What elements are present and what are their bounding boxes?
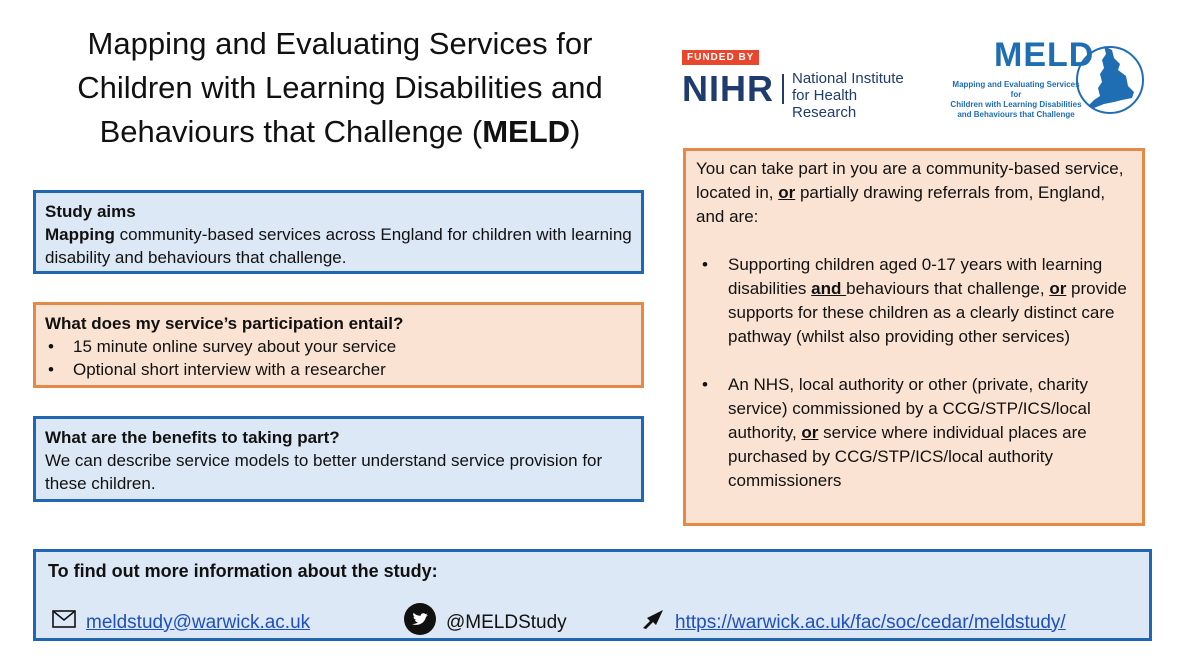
- twitter-handle[interactable]: @MELDStudy: [446, 611, 567, 633]
- website-row: [641, 610, 1066, 634]
- nihr-divider: [782, 74, 784, 104]
- title-line-3: [40, 110, 640, 154]
- participation-list: [45, 335, 632, 381]
- meld-logo-subtitle: [946, 80, 1086, 120]
- item1-a: Supporting children aged 0-17 years with learning disabilities: [728, 255, 1103, 298]
- meld-logo: [942, 36, 1152, 120]
- nihr-logo: [682, 50, 922, 121]
- study-aims-bold-word: Mapping: [45, 225, 115, 244]
- arrow-icon: [641, 608, 665, 636]
- meld-sub-line-2: Children with Learning Disabilities: [950, 100, 1082, 109]
- eligibility-intro-b: partially drawing referrals from, England, and are:: [696, 183, 1106, 226]
- participation-box: [33, 302, 644, 388]
- meld-sub-line-1: Mapping and Evaluating Services for: [952, 80, 1080, 99]
- item1-b: behaviours that challenge,: [846, 279, 1050, 298]
- twitter-icon: [404, 603, 436, 641]
- meld-sub-line-3: and Behaviours that Challenge: [957, 110, 1075, 119]
- page-title: [40, 22, 640, 154]
- title-line-1: Mapping and Evaluating Services for: [87, 26, 593, 61]
- item1-c: provide supports for these children as a clearly distinct care pathway (whilst also providing other services): [728, 279, 1127, 346]
- list-item: • 15 minute online survey about your service: [45, 335, 632, 358]
- england-map-icon: [1074, 40, 1146, 118]
- eligibility-box: [683, 148, 1145, 526]
- email-link[interactable]: meldstudy@warwick.ac.uk: [86, 611, 311, 633]
- mail-icon: [52, 610, 76, 634]
- item2-or: or: [801, 423, 819, 442]
- contact-box: [33, 549, 1152, 641]
- eligibility-intro-or: or: [778, 183, 796, 202]
- eligibility-intro: [696, 157, 1132, 229]
- study-aims-box: [33, 190, 644, 274]
- email-row: [52, 610, 310, 634]
- item1-or: or: [1049, 279, 1067, 298]
- title-line-2: Children with Learning Disabilities and: [77, 70, 603, 105]
- website-link[interactable]: https://warwick.ac.uk/fac/soc/cedar/meldstudy/: [675, 611, 1066, 633]
- study-aims-heading: Study aims: [45, 202, 136, 221]
- list-item: [696, 373, 1132, 493]
- nihr-full-line-1: National Institute: [792, 70, 904, 87]
- benefits-box: [33, 416, 644, 502]
- funded-by-label: FUNDED BY: [682, 50, 759, 65]
- list-item: • Optional short interview with a researcher: [45, 358, 632, 381]
- nihr-full-name: [792, 70, 922, 121]
- item2-b: service where individual places are purchased by CCG/STP/ICS/local authority commissioners: [728, 423, 1087, 490]
- benefits-text: We can describe service models to better understand service provision for these children.: [45, 451, 603, 493]
- title-line-3-pre: Behaviours that Challenge (: [99, 114, 483, 149]
- contact-heading: To find out more information about the study:: [48, 561, 438, 581]
- item2-a: An NHS, local authority or other (private, charity service) commissioned by a CCG/STP/ICS/local authority,: [728, 375, 1091, 442]
- nihr-full-line-2: for Health Research: [792, 87, 858, 121]
- list-item: [696, 253, 1132, 349]
- meld-logo-word: MELD: [994, 36, 1095, 74]
- item1-and: and: [811, 279, 847, 298]
- eligibility-intro-a: You can take part in you are a community-based service, located in,: [696, 159, 1124, 202]
- nihr-acronym: NIHR: [682, 68, 774, 109]
- participation-heading: What does my service’s participation entail?: [45, 314, 404, 333]
- study-aims-text: [45, 223, 632, 269]
- study-aims-body: community-based services across England for children with learning disability and behaviours that challenge.: [45, 225, 632, 267]
- title-line-3-post: ): [570, 114, 581, 149]
- benefits-heading: What are the benefits to taking part?: [45, 428, 340, 447]
- twitter-row: [404, 610, 567, 634]
- eligibility-list: [696, 253, 1132, 493]
- title-meld-bold: MELD: [482, 114, 571, 149]
